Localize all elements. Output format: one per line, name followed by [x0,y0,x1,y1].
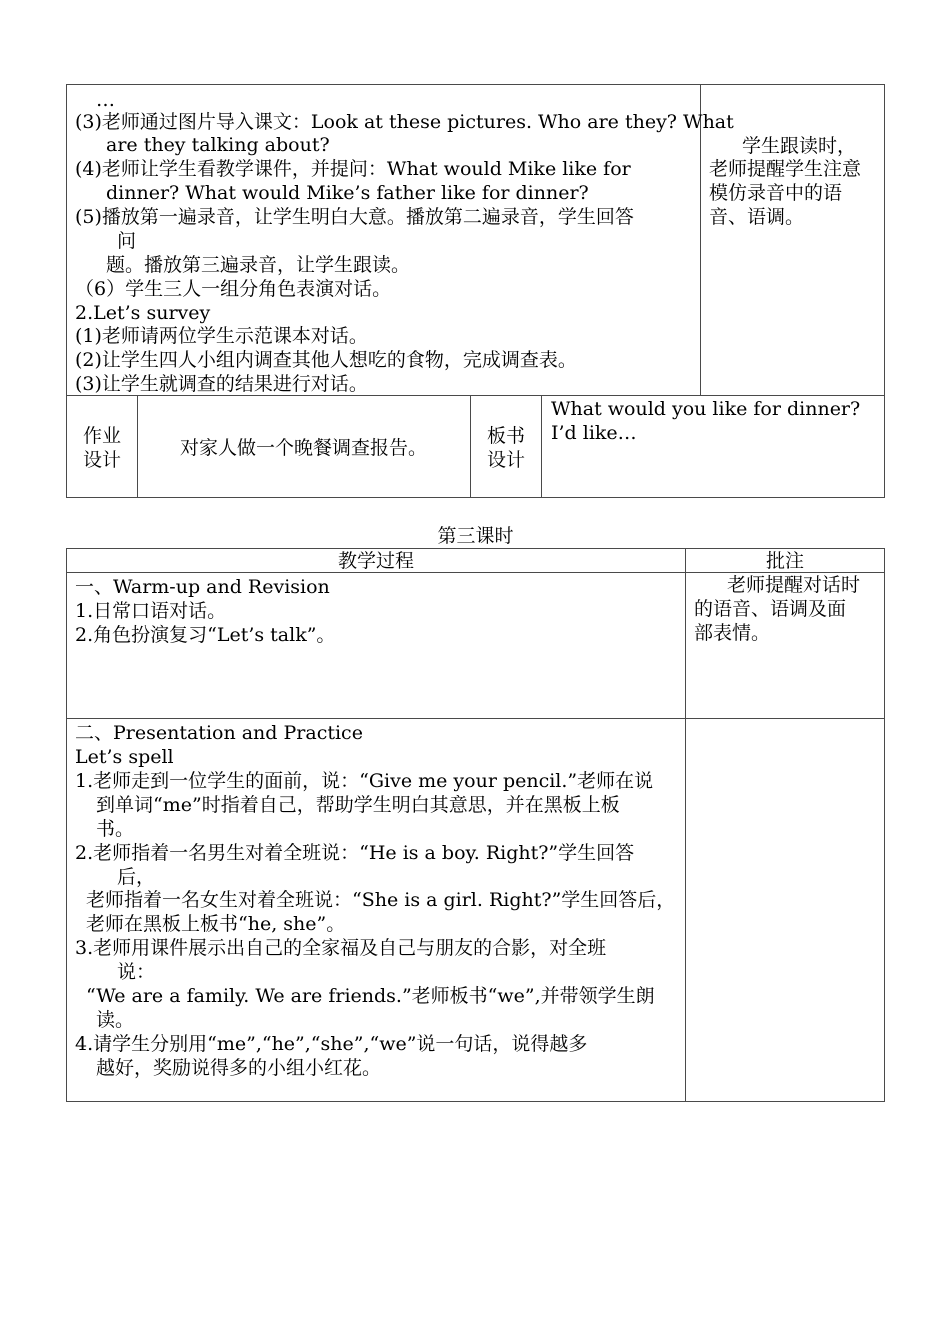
homework-label: 设计 [82,449,121,471]
homework-content: 对家人做一个晚餐调查报告。 [180,437,428,459]
section-title: 第三课时 [437,525,514,547]
presentation-line: 4.请学生分别用“me”,“he”,“she”,“we”说一句话，说得越多 [75,1033,588,1055]
process-line: 2.Let’s survey [75,302,211,324]
presentation-line: 2.老师指着一名男生对着全班说：“He is a boy. Right?”学生回答 [75,842,635,864]
process-line: are they talking about? [106,134,330,156]
process-line: (4)老师让学生看教学课件，并提问：What would Mike like for [75,158,631,180]
note-line: 老师提醒对话时 [727,574,861,596]
homework-label: 作业 [82,425,121,447]
process-line: （6）学生三人一组分角色表演对话。 [75,278,392,300]
board-content: What would you like for dinner? [551,398,861,420]
presentation-line: 越好，奖励说得多的小组小红花。 [96,1057,382,1079]
process-line: 问 [117,230,137,252]
presentation-line: 二、Presentation and Practice [75,722,363,744]
note-line: 模仿录音中的语 [709,182,843,204]
presentation-line: 老师指着一名女生对着全班说：“She is a girl. Right?”学生回答后， [86,889,676,911]
board-label: 设计 [486,449,525,471]
presentation-line: “We are a family. We are friends.”老师板书“we”,并带领学生朗 [86,985,655,1007]
process-line: 题。播放第三遍录音，让学生跟读。 [106,254,411,276]
presentation-line: Let’s spell [75,746,174,768]
note-line: 老师提醒学生注意 [709,158,862,180]
presentation-line: 说： [117,961,156,983]
process-line: (1)老师请两位学生示范课本对话。 [75,325,368,347]
process-line: (3)老师通过图片导入课文：Look at these pictures. Who are they? What [75,111,734,133]
note-line: 的语音、语调及面 [694,598,847,620]
process-line: dinner? What would Mike’s father like for dinner? [106,182,589,204]
warmup-line: 1.日常口语对话。 [75,600,227,622]
note-line: 学生跟读时， [742,135,857,157]
header-note: 批注 [765,550,804,572]
warmup-line: 一、Warm-up and Revision [75,576,330,598]
presentation-line: 后， [117,866,156,888]
process-line: (3)让学生就调查的结果进行对话。 [75,373,368,395]
process-line: (2)让学生四人小组内调查其他人想吃的食物，完成调查表。 [75,349,577,371]
header-process: 教学过程 [337,550,414,572]
note-line: 音、语调。 [709,206,805,228]
presentation-line: 3.老师用课件展示出自己的全家福及自己与朋友的合影，对全班 [75,937,607,959]
presentation-line: 书。 [96,818,135,840]
note-line: 部表情。 [694,622,771,644]
process-line: … [96,89,115,111]
board-content: I’d like… [551,422,637,444]
process-line: (5)播放第一遍录音，让学生明白大意。播放第二遍录音，学生回答 [75,206,634,228]
warmup-line: 2.角色扮演复习“Let’s talk”。 [75,624,336,646]
presentation-line: 1.老师走到一位学生的面前，说：“Give me your pencil.”老师在说 [75,770,654,792]
board-label: 板书 [486,425,525,447]
presentation-line: 读。 [96,1009,135,1031]
presentation-line: 到单词“me”时指着自己，帮助学生明白其意思，并在黑板上板 [96,794,620,816]
presentation-line: 老师在黑板上板书“he, she”。 [86,913,346,935]
